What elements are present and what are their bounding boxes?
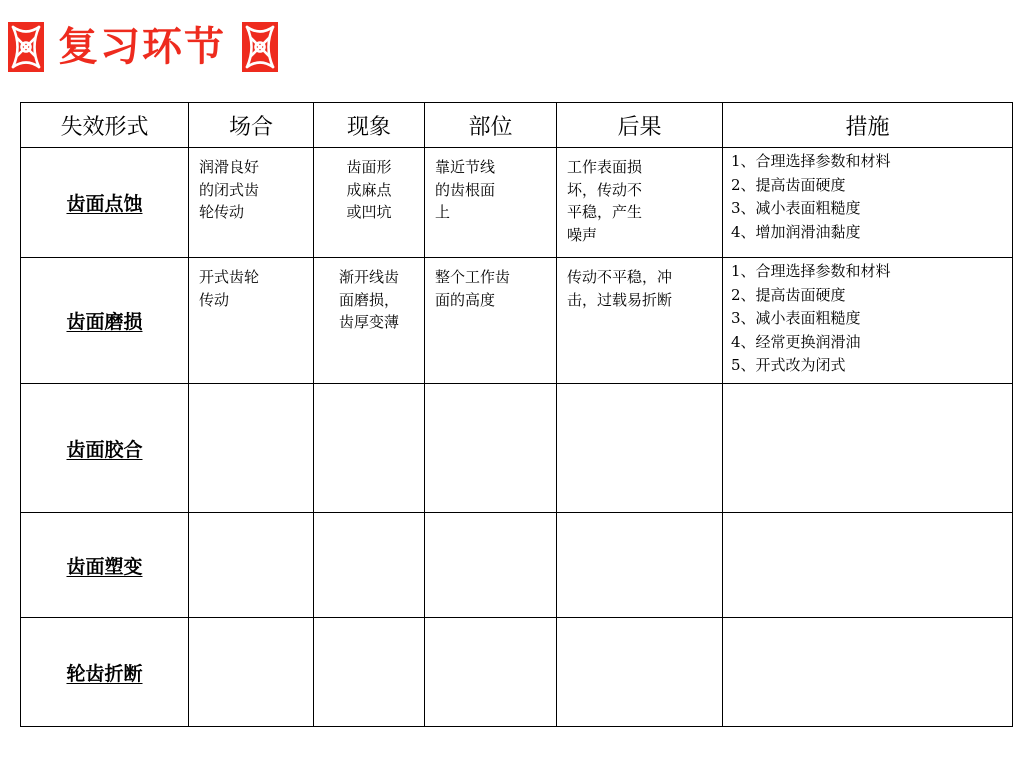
header-failure-mode: 失效形式 xyxy=(21,103,189,148)
consequence-text: 传动不平稳，冲 击，过载易折断 xyxy=(567,268,673,309)
measure-item: 4、经常更换润滑油 xyxy=(731,332,861,351)
slide-title-bar xyxy=(8,18,278,76)
location-text: 整个工作齿 面的高度 xyxy=(435,268,511,309)
header-location: 部位 xyxy=(425,103,557,148)
header-measures: 措施 xyxy=(723,103,1013,148)
failure-mode-cell xyxy=(21,148,189,258)
measures-cell xyxy=(723,148,1013,258)
occasion-cell xyxy=(189,384,314,513)
failure-mode-cell xyxy=(21,258,189,384)
failure-mode-link[interactable]: 齿面塑变 xyxy=(66,555,143,578)
location-cell xyxy=(425,384,557,513)
slide-title: 复习环节 xyxy=(58,24,226,70)
failure-mode-link[interactable]: 齿面胶合 xyxy=(66,438,143,461)
failure-mode-cell xyxy=(21,513,189,618)
chinese-knot-icon xyxy=(242,22,278,72)
measure-item: 1、合理选择参数和材料 xyxy=(731,262,891,280)
consequence-cell xyxy=(557,384,723,513)
consequence-cell xyxy=(557,618,723,727)
measure-item: 3、减小表面粗糙度 xyxy=(731,309,861,327)
header-consequence: 后果 xyxy=(557,103,723,148)
occasion-cell xyxy=(189,258,314,384)
failure-modes-table xyxy=(20,102,1013,727)
failure-mode-cell xyxy=(21,384,189,513)
consequence-cell xyxy=(557,258,723,384)
measure-item: 2、提高齿面硬度 xyxy=(731,175,846,194)
measures-cell xyxy=(723,513,1013,618)
failure-mode-link[interactable]: 轮齿折断 xyxy=(66,662,143,685)
phenomenon-cell xyxy=(314,148,425,258)
consequence-cell xyxy=(557,513,723,618)
phenomenon-text: 齿面形 成麻点 或凹坑 xyxy=(346,158,392,221)
table-row xyxy=(21,618,1013,727)
measures-list xyxy=(723,148,1012,244)
failure-mode-link[interactable]: 齿面点蚀 xyxy=(66,193,143,215)
location-cell xyxy=(425,618,557,727)
measure-item: 4、增加润滑油黏度 xyxy=(731,222,861,241)
table-header-row xyxy=(21,103,1013,148)
phenomenon-cell xyxy=(314,258,425,384)
table-row xyxy=(21,258,1013,384)
measure-item: 3、减小表面粗糙度 xyxy=(731,199,861,217)
phenomenon-cell xyxy=(314,618,425,727)
location-cell xyxy=(425,513,557,618)
measures-list xyxy=(723,258,1012,378)
table-row xyxy=(21,513,1013,618)
measure-item: 5、开式改为闭式 xyxy=(731,356,846,374)
consequence-cell xyxy=(557,148,723,258)
occasion-text: 开式齿轮 传动 xyxy=(199,268,260,309)
measure-item: 1、合理选择参数和材料 xyxy=(731,152,891,170)
table-row xyxy=(21,148,1013,258)
occasion-cell xyxy=(189,618,314,727)
measure-item: 2、提高齿面硬度 xyxy=(731,285,846,304)
failure-mode-link[interactable]: 齿面磨损 xyxy=(66,311,143,333)
phenomenon-text: 渐开线齿 面磨损， 齿厚变薄 xyxy=(338,268,399,331)
table-row xyxy=(21,384,1013,513)
location-cell xyxy=(425,258,557,384)
failure-mode-cell xyxy=(21,618,189,727)
location-text: 靠近节线 的齿根面 上 xyxy=(435,158,496,221)
occasion-cell xyxy=(189,148,314,258)
occasion-text: 润滑良好 的闭式齿 轮传动 xyxy=(199,158,260,221)
header-phenomenon: 现象 xyxy=(314,103,425,148)
header-occasion: 场合 xyxy=(189,103,314,148)
phenomenon-cell xyxy=(314,384,425,513)
consequence-text: 工作表面损 坏，传动不 平稳，产生 噪声 xyxy=(567,158,643,244)
chinese-knot-icon xyxy=(8,22,44,72)
measures-cell xyxy=(723,618,1013,727)
measures-cell xyxy=(723,384,1013,513)
measures-cell xyxy=(723,258,1013,384)
location-cell xyxy=(425,148,557,258)
occasion-cell xyxy=(189,513,314,618)
phenomenon-cell xyxy=(314,513,425,618)
